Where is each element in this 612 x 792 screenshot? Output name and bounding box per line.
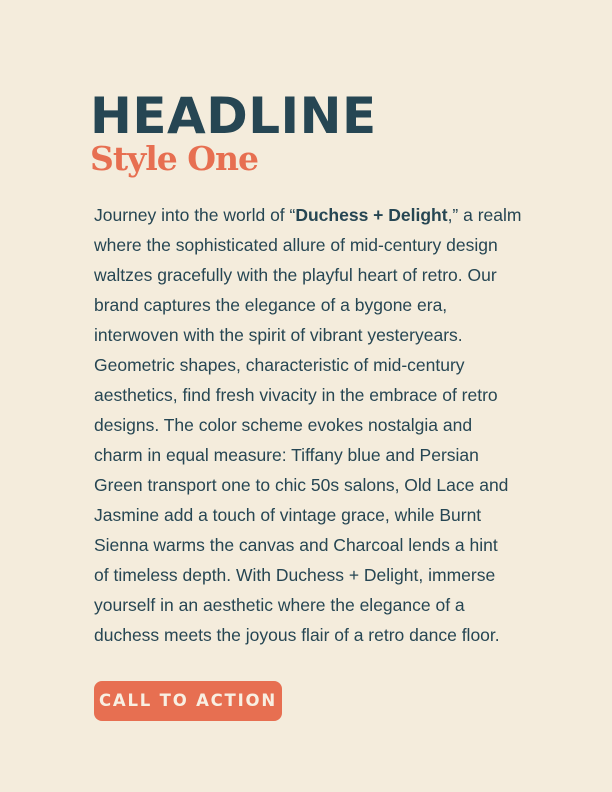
body-line-text: Journey into the world of “ bbox=[94, 205, 296, 225]
call-to-action-button[interactable]: CALL TO ACTION bbox=[94, 681, 282, 721]
body-line bbox=[94, 200, 564, 230]
brand-name-bold: Duchess + Delight bbox=[295, 205, 448, 225]
body-line: Jasmine add a touch of vintage grace, while Burnt bbox=[94, 505, 482, 525]
subheadline: Style One bbox=[90, 139, 259, 178]
body-line: where the sophisticated allure of mid-century design bbox=[94, 235, 498, 255]
body-paragraph bbox=[94, 200, 564, 650]
body-line: aesthetics, find fresh vivacity in the embrace of retro bbox=[94, 385, 498, 405]
body-line: Sienna warms the canvas and Charcoal lends a hint bbox=[94, 535, 498, 555]
body-line: Green transport one to chic 50s salons, Old Lace and bbox=[94, 475, 509, 495]
body-line: brand captures the elegance of a bygone era, bbox=[94, 295, 448, 315]
body-line: yourself in an aesthetic where the elegance of a bbox=[94, 595, 465, 615]
body-line: charm in equal measure: Tiffany blue and Persian bbox=[94, 445, 479, 465]
body-line: Geometric shapes, characteristic of mid-century bbox=[94, 355, 465, 375]
body-line: designs. The color scheme evokes nostalgia and bbox=[94, 415, 473, 435]
body-line: waltzes gracefully with the playful heart of retro. Our bbox=[94, 265, 497, 285]
body-line: of timeless depth. With Duchess + Delight, immerse bbox=[94, 565, 496, 585]
body-line: duchess meets the joyous flair of a retro dance floor. bbox=[94, 625, 500, 645]
body-line: interwoven with the spirit of vibrant yesteryears. bbox=[94, 325, 463, 345]
body-line-text: ,” a realm bbox=[447, 205, 522, 225]
headline: HEADLINE bbox=[90, 87, 377, 145]
